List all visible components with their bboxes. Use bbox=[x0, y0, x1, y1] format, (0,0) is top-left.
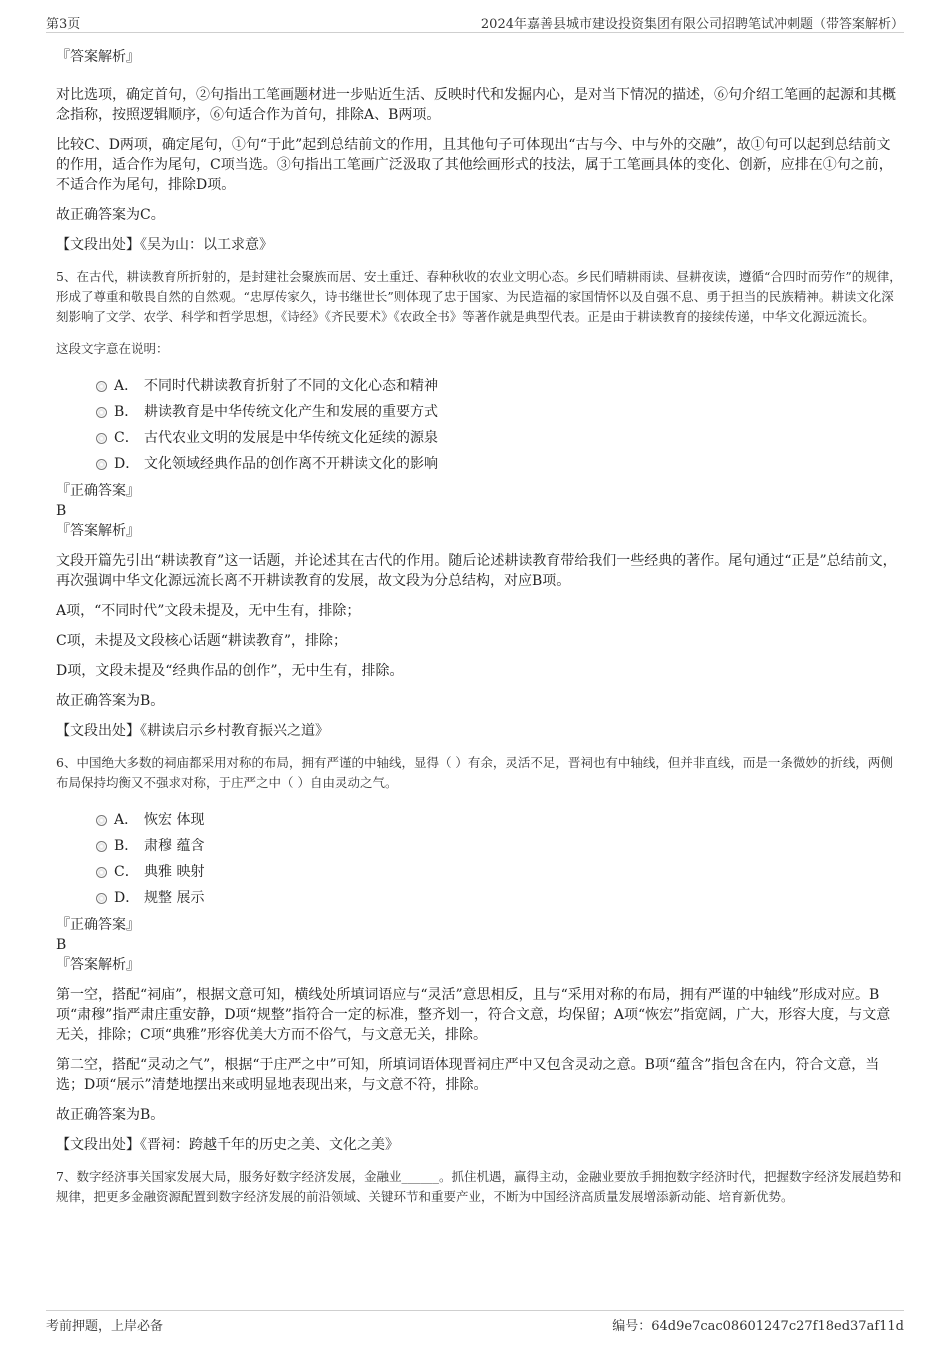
radio-icon[interactable] bbox=[96, 841, 107, 852]
radio-icon[interactable] bbox=[96, 381, 107, 392]
radio-icon[interactable] bbox=[96, 459, 107, 470]
conclusion: 故正确答案为C。 bbox=[56, 207, 165, 223]
page-number: 第3页 bbox=[46, 17, 81, 32]
question-stem: 6、中国绝大多数的祠庙都采用对称的布局，拥有严谨的中轴线，显得（ ）有余，灵活不足，晋祠也有中轴线，但并非直线，而是一条微妙的折线，两侧布局保持均衡又不强求对称，于庄严之中（ ）自由灵动之气。 bbox=[56, 755, 893, 790]
radio-icon[interactable] bbox=[96, 893, 107, 904]
analysis-paragraph: D项，文段未提及“经典作品的创作”，无中生有，排除。 bbox=[56, 663, 404, 679]
option-a[interactable]: A． 恢宏 体现 bbox=[96, 807, 902, 833]
conclusion: 故正确答案为B。 bbox=[56, 1107, 165, 1123]
analysis-heading: 『答案解析』 bbox=[56, 523, 140, 539]
option-a[interactable]: A． 不同时代耕读教育折射了不同的文化心态和精神 bbox=[96, 373, 902, 399]
analysis-paragraph: C项，未提及文段核心话题“耕读教育”，排除； bbox=[56, 633, 348, 649]
document-id: 编号：64d9e7cac08601247c27f18ed37af11d bbox=[612, 1319, 904, 1334]
option-b[interactable]: B． 肃穆 蕴含 bbox=[96, 833, 902, 859]
analysis-paragraph: A项，“不同时代”文段未提及，无中生有，排除； bbox=[56, 603, 361, 619]
source-citation: 【文段出处】《耕读启示乡村教育振兴之道》 bbox=[56, 723, 329, 739]
answer-heading: 『正确答案』 bbox=[56, 917, 140, 933]
analysis-paragraph: 比较C、D两项，确定尾句，①句“于此”起到总结前文的作用，且其他句子可体现出“古与今、中与外的交融”，故①句可以起到总结前文的作用，适合作为尾句，C项当选。③句指出工笔画广泛汲取了其他绘画形式的技法，属于工笔画具体的变化、创新，应排在①句之前，不适合作为尾句，排除D项。 bbox=[56, 137, 893, 193]
radio-icon[interactable] bbox=[96, 433, 107, 444]
analysis-paragraph: 对比选项，确定首句，②句指出工笔画题材进一步贴近生活、反映时代和发掘内心，是对当下情况的描述，⑥句介绍工笔画的起源和其概念指称，按照逻辑顺序，⑥句适合作为首句，排除A、B两项。 bbox=[56, 87, 896, 123]
option-d[interactable]: D． 文化领域经典作品的创作离不开耕读文化的影响 bbox=[96, 451, 902, 477]
radio-icon[interactable] bbox=[96, 407, 107, 418]
question-stem: 7、数字经济事关国家发展大局，服务好数字经济发展，金融业______。抓住机遇，赢得主动，金融业要放手拥抱数字经济时代，把握数字经济发展趋势和规律，把更多金融资源配置到数字经济发展的前沿领域、关键环节和重要产业，不断为中国经济高质量发展增添新动能、培育新优势。 bbox=[56, 1169, 902, 1204]
footer-slogan: 考前押题，上岸必备 bbox=[46, 1319, 164, 1334]
answer-value: B bbox=[56, 937, 67, 953]
radio-icon[interactable] bbox=[96, 867, 107, 878]
document-title: 2024年嘉善县城市建设投资集团有限公司招聘笔试冲刺题（带答案解析） bbox=[480, 17, 904, 32]
analysis-paragraph: 文段开篇先引出“耕读教育”这一话题，并论述其在古代的作用。随后论述耕读教育带给我们一些经典的著作。尾句通过“正是”总结前文，再次强调中华文化源远流长离不开耕读教育的发展，故文段为分总结构，对应B项。 bbox=[56, 553, 897, 589]
option-d[interactable]: D． 规整 展示 bbox=[96, 885, 902, 911]
answer-heading: 『正确答案』 bbox=[56, 483, 140, 499]
options-list bbox=[96, 807, 902, 911]
option-c[interactable]: C． 典雅 映射 bbox=[96, 859, 902, 885]
analysis-heading: 『答案解析』 bbox=[56, 957, 140, 973]
analysis-paragraph: 第一空，搭配“祠庙”，根据文意可知，横线处所填词语应与“灵活”意思相反，且与“采用对称的布局，拥有严谨的中轴线”形成对应。B项“肃穆”指严肃庄重安静，D项“规整”指符合一定的标准，整齐划一，符合文意，均保留；A项“恢宏”指宽阔，广大，形容大度，与文意无关，排除；C项“典雅”形容优美大方而不俗气，与文意无关，排除。 bbox=[56, 987, 891, 1043]
analysis-paragraph: 第二空，搭配“灵动之气”，根据“于庄严之中”可知，所填词语体现晋祠庄严中又包含灵动之意。B项“蕴含”指包含在内，符合文意，当选；D项“展示”清楚地摆出来或明显地表现出来，与文意不符，排除。 bbox=[56, 1057, 880, 1093]
page-header bbox=[46, 10, 904, 33]
conclusion: 故正确答案为B。 bbox=[56, 693, 165, 709]
question-stem: 5、在古代，耕读教育所折射的，是封建社会聚族而居、安土重迁、春种秋收的农业文明心态。乡民们晴耕雨读、昼耕夜读，遵循“合四时而劳作”的规律，形成了尊重和敬畏自然的自然观。“忠厚传家久，诗书继世长”则体现了忠于国家、为民造福的家国情怀以及自强不息、勇于担当的民族精神。耕读文化深刻影响了文学、农学、科学和哲学思想，《诗经》《齐民要术》《农政全书》等著作就是典型代表。正是由于耕读教育的接续传递，中华文化源远流长。 bbox=[56, 269, 902, 324]
options-list bbox=[96, 373, 902, 477]
radio-icon[interactable] bbox=[96, 815, 107, 826]
source-citation: 【文段出处】《吴为山：以工求意》 bbox=[56, 237, 273, 253]
option-b[interactable]: B． 耕读教育是中华传统文化产生和发展的重要方式 bbox=[96, 399, 902, 425]
answer-value: B bbox=[56, 503, 67, 519]
option-c[interactable]: C． 古代农业文明的发展是中华传统文化延续的源泉 bbox=[96, 425, 902, 451]
analysis-heading: 『答案解析』 bbox=[56, 49, 140, 65]
question-prompt: 这段文字意在说明： bbox=[56, 341, 169, 356]
source-citation: 【文段出处】《晋祠：跨越千年的历史之美、文化之美》 bbox=[56, 1137, 399, 1153]
page-footer bbox=[46, 1310, 904, 1339]
page-content bbox=[56, 44, 902, 1207]
